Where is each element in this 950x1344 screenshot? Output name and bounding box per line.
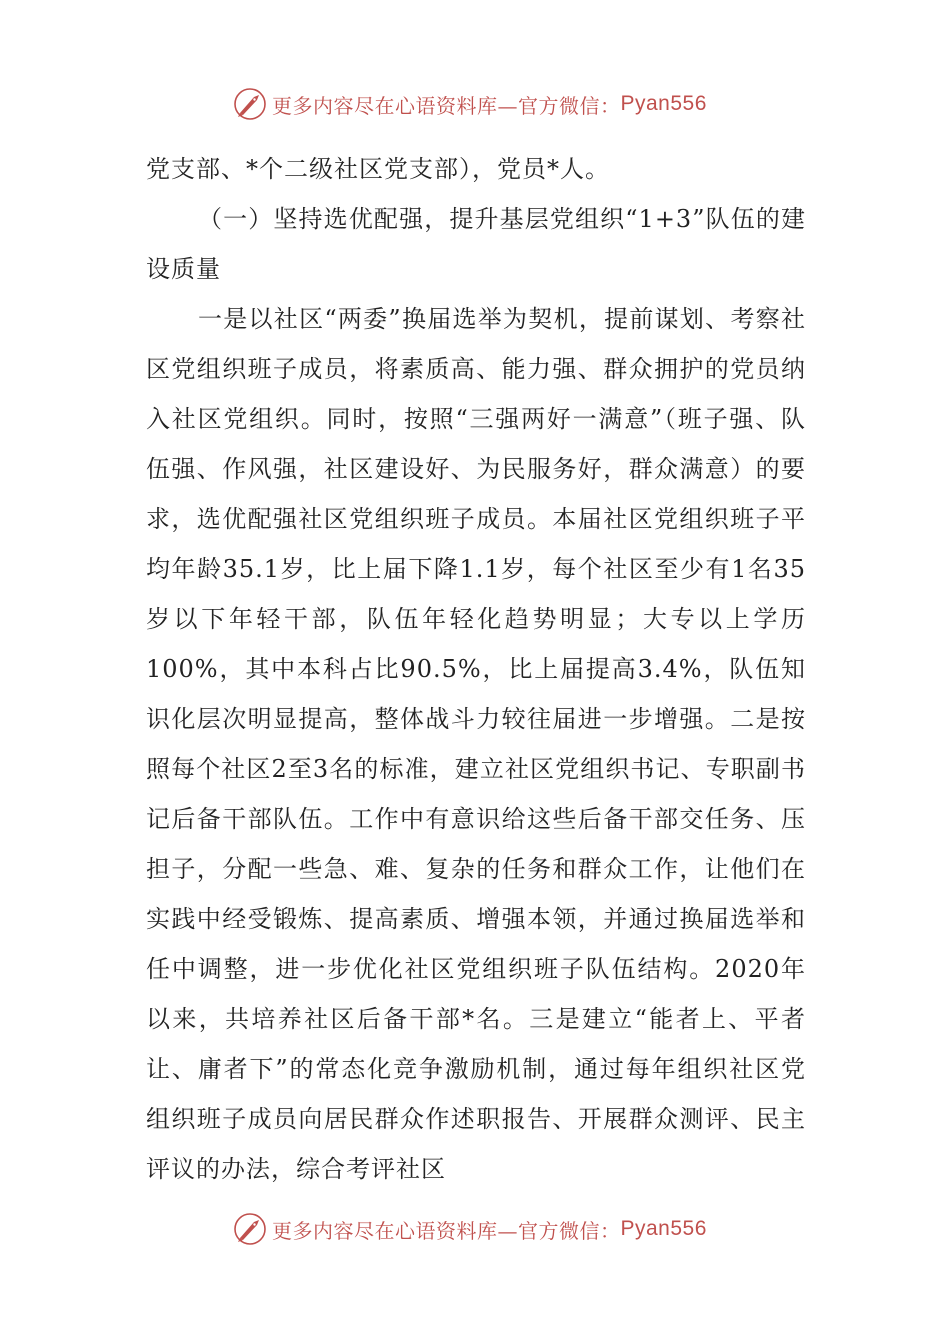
banner-text: 更多内容尽在心语资料库—官方微信： <box>272 1218 621 1243</box>
section-heading: （一）坚持选优配强，提升基层党组织“1+3”队伍的建设质量 <box>146 205 806 283</box>
pen-nib-icon <box>232 86 268 122</box>
pen-nib-icon <box>232 1211 268 1247</box>
paragraph-body: 一是以社区“两委”换届选举为契机，提前谋划、考察社区党组织班子成员，将素质高、能力强、群众拥护的党员纳入社区党组织。同时，按照“三强两好一满意”（班子强、队伍强、作风强，社区建设好、为民服务好，群众满意）的要求，选优配强社区党组织班子成员。本届社区党组织班子平均年龄35.1岁，比上届下降1.1岁，每个社区至少有1名35岁以下年轻干部，队伍年轻化趋势明显；大专以上学历100%，其中本科占比90.5%，比上届提高3.4%，队伍知识化层次明显提高，整体战斗力较往届进一步增强。二是按照每个社区2至3名的标准，建立社区党组织书记、专职副书记后备干部队伍。工作中有意识给这些后备干部交任务、压担子，分配一些急、难、复杂的任务和群众工作，让他们在实践中经受锻炼、提高素质、增强本领，并通过换届选举和任中调整，进一步优化社区党组织班子队伍结构。2020年以来，共培养社区后备干部*名。三是建立“能者上、平者让、庸者下”的常态化竞争激励机制，通过每年组织社区党组织班子成员向居民群众作述职报告、开展群众测评、民主评议的办法，综合考评社区 <box>146 305 806 1183</box>
banner-wechat-id: Pyan556 <box>620 92 707 115</box>
footer-banner <box>232 1209 707 1249</box>
paragraph-continuation: 党支部、*个二级社区党支部），党员*人。 <box>146 155 610 183</box>
banner-wechat-id: Pyan556 <box>620 1217 707 1240</box>
header-banner <box>232 84 707 124</box>
banner-text: 更多内容尽在心语资料库—官方微信： <box>272 93 621 118</box>
document-body <box>146 144 806 1194</box>
